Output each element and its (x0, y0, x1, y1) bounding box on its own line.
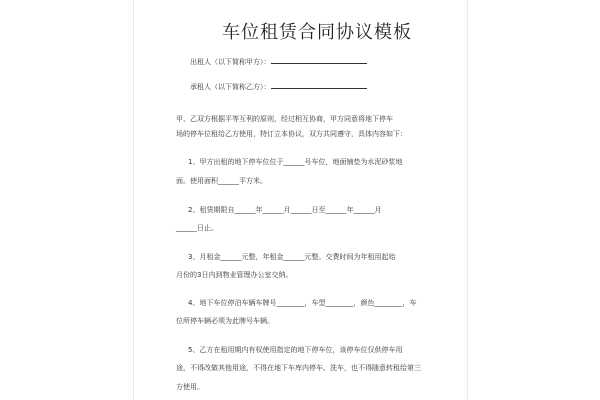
lessee-blank-line (271, 88, 367, 89)
intro-line-1: 甲、乙双方根据平等互利的原则，经过相互协商，甲方同意将地下停车 (176, 115, 393, 123)
clause-3-line-2: 月份的3日内到物业管理办公室交纳。 (176, 271, 293, 279)
clause-5-line-2: 途，不得改做其他用途，不得在地下车库内停车、洗车，也不得随意转租给第三 (176, 364, 421, 372)
clause-3-line-1: 3、月租金______元整，年租金______元整。交费时间为年租用起始 (188, 253, 396, 261)
lessor-label: 出租人（以下简称甲方）： (190, 58, 271, 66)
intro-line-2: 场的停车位租给乙方使用，特订立本协议，双方共同遵守，具体内容如下： (176, 130, 407, 138)
page-right-edge (467, 0, 468, 400)
lessee-field (190, 82, 367, 92)
lessor-blank-line (271, 63, 367, 64)
lessee-label: 承租人（以下简称乙方）： (190, 83, 271, 91)
clause-4-line-1: 4、地下车位停泊车辆车牌号________，车型________，颜色________，车 (188, 299, 417, 307)
clause-2-line-2: ______日止。 (176, 224, 218, 232)
lessor-field (190, 57, 367, 67)
page-left-edge (133, 0, 134, 400)
clause-4-line-2: 位所停车辆必须为此牌号车辆。 (176, 317, 274, 325)
clause-5-line-3: 方使用。 (176, 383, 204, 391)
clause-1-line-1: 1、甲方出租的地下停车位位于______号车位，地面铺垫为水泥砂浆地 (188, 158, 403, 166)
clause-1-line-2: 面。使用面积______平方米。 (176, 177, 267, 185)
document-title: 车位租赁合同协议模板 (222, 22, 412, 43)
clause-2-line-1: 2、租赁期限自______年______月______日至______年______月 (188, 206, 382, 214)
clause-5-line-1: 5、乙方在租用期内有权使用指定的地下停车位，该停车位仅供停车用 (188, 346, 403, 354)
